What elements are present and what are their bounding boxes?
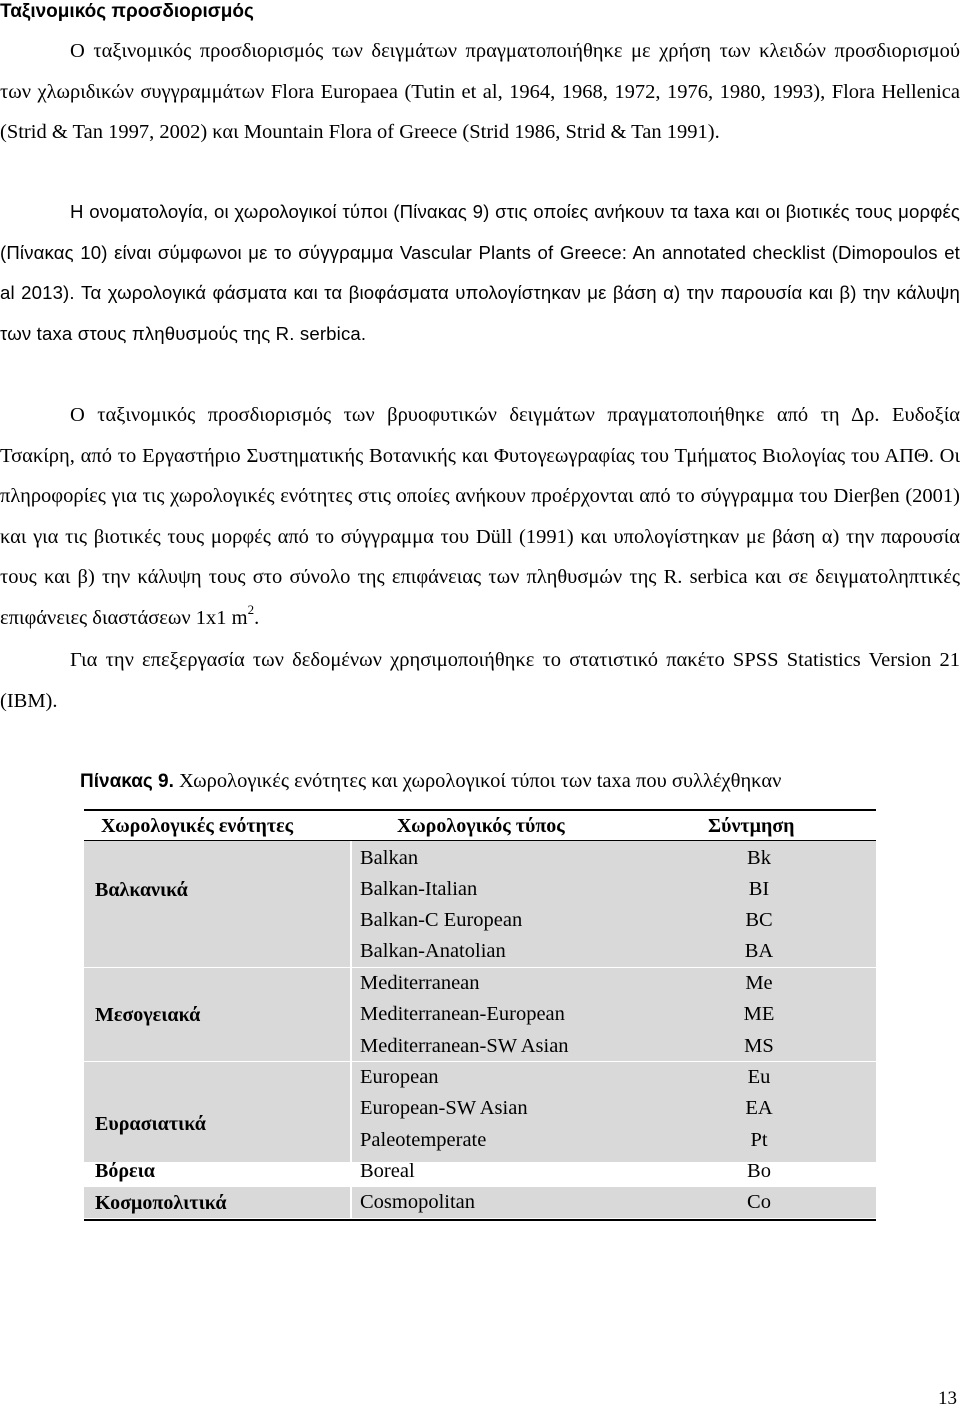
header-chorological-type: Χωρολογικός τύπος — [397, 815, 565, 837]
table-row-abbr: BC — [745, 909, 773, 931]
table-row-abbr: Bk — [747, 847, 771, 869]
table-top-rule — [84, 809, 876, 811]
paragraph-bryophytes-end: . — [254, 606, 260, 629]
table-row-type: Balkan-C European — [360, 909, 523, 931]
table-row-abbr: Me — [745, 972, 773, 994]
paragraph-statistics: Για την επεξεργασία των δεδομένων χρησιμοποιήθηκε το στατιστικό πακέτο SPSS Statistics Version 21 (IBM). — [0, 649, 960, 712]
section-heading: Ταξινομικός προσδιορισμός — [0, 1, 254, 22]
group-cosmopolitan: Κοσμοπολιτικά — [95, 1192, 227, 1214]
table-caption-text: Χωρολογικές ενότητες και χωρολογικοί τύποι των taxa που συλλέχθηκαν — [173, 770, 782, 792]
table-row-type: Balkan — [360, 847, 419, 869]
page-number: 13 — [938, 1388, 957, 1409]
header-chorological-units: Χωρολογικές ενότητες — [101, 815, 294, 837]
table-row-abbr: Eu — [747, 1066, 771, 1088]
table-row-abbr: Bo — [747, 1160, 771, 1182]
table-row-type: European-SW Asian — [360, 1097, 528, 1119]
table-row-type: Mediterranean-European — [360, 1003, 565, 1025]
table-caption-label: Πίνακας 9. — [80, 771, 174, 792]
table-row-type: Balkan-Italian — [360, 878, 478, 900]
group-separator — [84, 1061, 876, 1062]
superscript-two: 2 — [247, 601, 255, 617]
table-row-type: Mediterranean-SW Asian — [360, 1035, 569, 1057]
column-separator — [350, 841, 352, 1162]
table-row-abbr: BA — [744, 940, 774, 962]
table-row-type: Cosmopolitan — [360, 1191, 476, 1213]
paragraph-bryophytes — [0, 395, 960, 638]
table-row-abbr: Co — [747, 1191, 771, 1213]
group-separator — [84, 967, 876, 968]
table-row-type: Paleotemperate — [360, 1129, 487, 1151]
table-row-type: Mediterranean — [360, 972, 480, 994]
table-row-abbr: ME — [743, 1003, 775, 1025]
group-eurasian: Ευρασιατικά — [95, 1113, 206, 1135]
table-row-abbr: Pt — [750, 1129, 768, 1151]
table-caption — [80, 768, 781, 795]
paragraph-identification: Ο ταξινομικός προσδιορισμός των δειγμάτων πραγματοποιήθηκε με χρήση των κλειδών προσδιορισμού των χλωριδικών συγγραμμάτων Flora Europaea (Tutin et al, 1964, 1968, 1972, 1976, 1980, 1993), Flora Hellenica (Strid & Tan 1997, 2002) και Mountain Flora of Greece (Strid 1986, Strid & Tan 1991). — [0, 40, 960, 143]
column-separator-last — [350, 1187, 352, 1218]
paragraph-bryophytes-text: Ο ταξινομικός προσδιορισμός των βρυοφυτικών δειγμάτων πραγματοποιήθηκε από τη Δρ. Ευδοξία Τσακίρη, από το Εργαστήριο Συστηματικής Βοτανικής και Φυτογεωγραφίας του Τμήματος Βιολογίας του ΑΠΘ. Οι πληροφορίες για τις χωρολογικές ενότητες στις οποίες ανήκουν προέρχονται από το σύγγραμμα του Dierβen (2001) και για τις βιοτικές τους μορφές από το σύγγραμμα του Düll (1991) και υπολογίστηκαν με βάση α) την παρουσία τους και β) την κάλυψη τους στο σύνολο της επιφάνειας των πληθυσμών της R. serbica και σε δειγματοληπτικές επιφάνειες διαστάσεων 1x1 m — [0, 404, 960, 629]
header-abbreviation: Σύντμηση — [708, 815, 795, 837]
table-row-type: European — [360, 1066, 439, 1088]
table-bottom-rule — [84, 1219, 876, 1221]
group-balkan: Βαλκανικά — [95, 879, 188, 901]
group-mediterranean: Μεσογειακά — [95, 1004, 201, 1026]
table-row-abbr: EA — [745, 1097, 773, 1119]
group-boreal: Βόρεια — [95, 1160, 155, 1182]
paragraph-nomenclature: Η ονοματολογία, οι χωρολογικοί τύποι (Πίνακας 9) στις οποίες ανήκουν τα taxa και οι βιοτικές τους μορφές (Πίνακας 10) είναι σύμφωνοι με το σύγγραμμα Vascular Plants of Greece: An annotated checklist (Dimopoulos et al 2013). Τα χωρολογικά φάσματα και τα βιοφάσματα υπολογίστηκαν με βάση α) την παρουσία και β) την κάλυψη των taxa στους πληθυσμούς της R. serbica. — [0, 201, 960, 344]
table-row-abbr: MS — [744, 1035, 774, 1057]
table-row-abbr: BI — [748, 878, 770, 900]
table-row-type: Balkan-Anatolian — [360, 940, 506, 962]
table-row-type: Boreal — [360, 1160, 415, 1182]
